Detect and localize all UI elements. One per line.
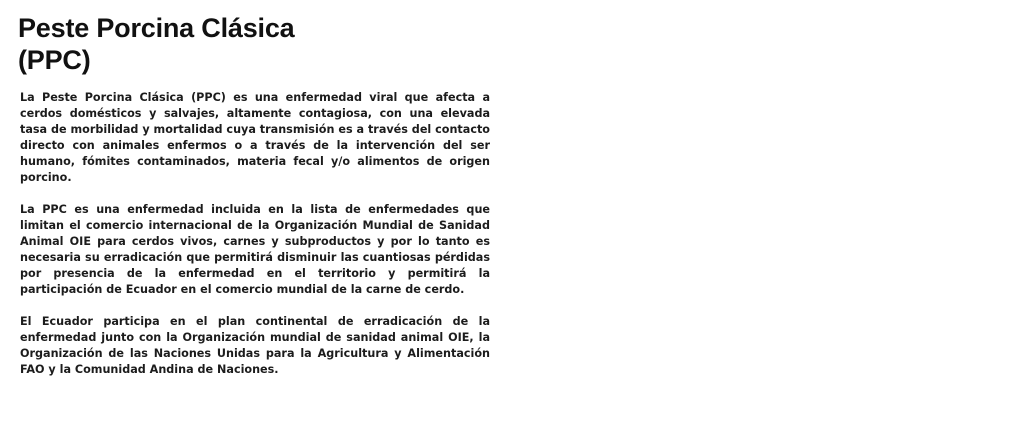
- paragraph-trade: La PPC es una enfermedad incluida en la lista de enfermedades que limitan el comercio internacional de la Organización Mundial de Sanidad Animal OIE para cerdos vivos, carnes y subproductos y por lo tanto es necesaria su erradicación que permitirá disminuir las cuantiosas pérdidas por presencia de la enfermedad en el territorio y permitirá la participación de Ecuador en el comercio mundial de la carne de cerdo.: [20, 203, 490, 296]
- article: [18, 12, 490, 394]
- title-line-2: (PPC): [18, 45, 91, 75]
- title-line-1: Peste Porcina Clásica: [18, 13, 295, 43]
- paragraph-intro: La Peste Porcina Clásica (PPC) es una enfermedad viral que afecta a cerdos domésticos y salvajes, altamente contagiosa, con una elevada tasa de morbilidad y mortalidad cuya transmisión es a través del contacto directo con animales enfermos o a través de la intervención del ser humano, fómites contaminados, materia fecal y/o alimentos de origen porcino.: [20, 91, 490, 184]
- paragraph-plan: El Ecuador participa en el plan continental de erradicación de la enfermedad junto con la Organización mundial de sanidad animal OIE, la Organización de las Naciones Unidas para la Agricultura y Alimentación FAO y la Comunidad Andina de Naciones.: [20, 315, 490, 376]
- article-body: [20, 90, 490, 378]
- page-title: [18, 12, 490, 76]
